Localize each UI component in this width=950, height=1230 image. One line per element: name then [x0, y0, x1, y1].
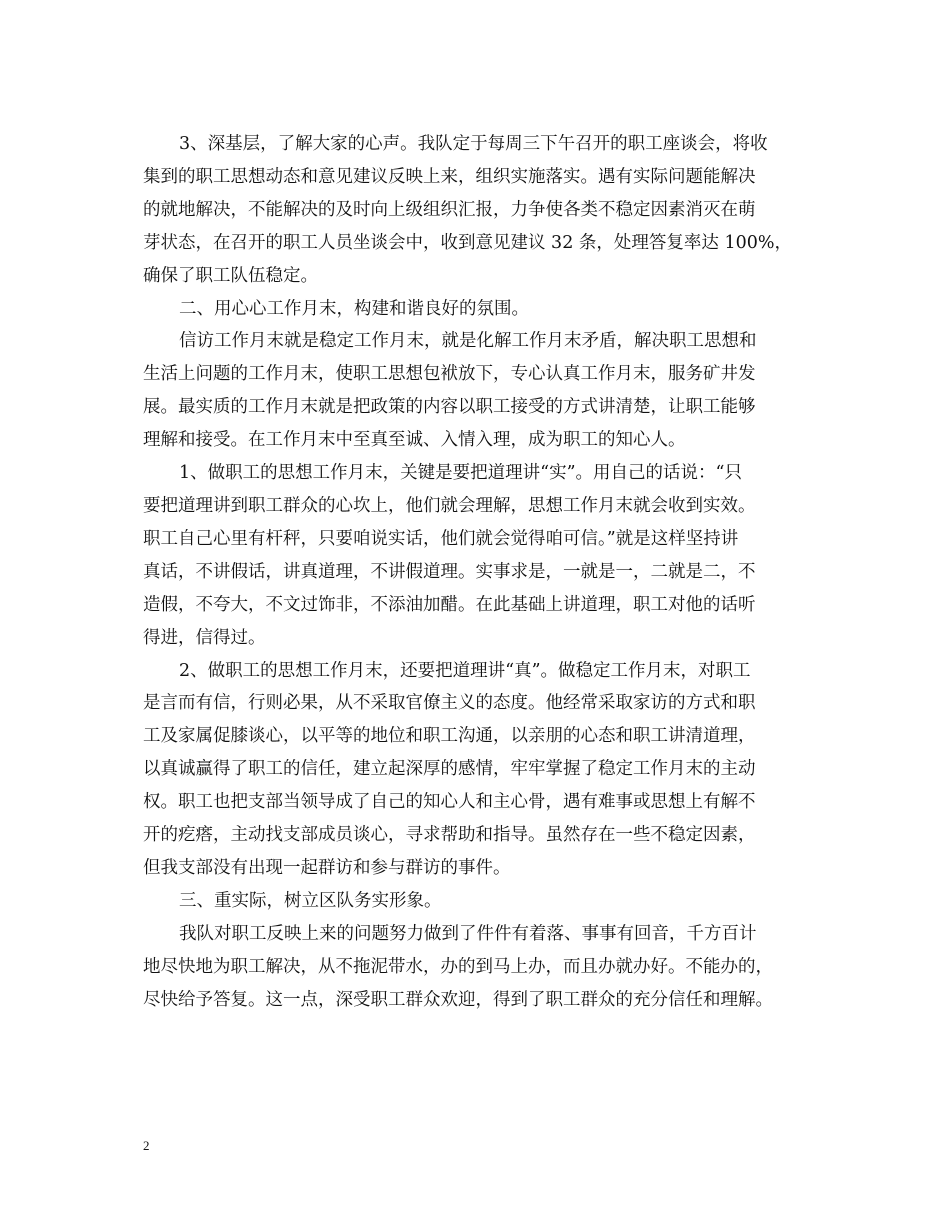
text-line: 展。最实质的工作月末就是把政策的内容以职工接受的方式讲清楚，让职工能够 [143, 397, 756, 418]
text-line: 权。职工也把支部当领导成了自己的知心人和主心骨，遇有难事或思想上有解不 [143, 792, 756, 813]
paragraph [143, 293, 808, 326]
document-body [143, 128, 808, 1016]
text-line: 3、深基层，了解大家的心声。我队定于每周三下午召开的职工座谈会，将收 [179, 134, 768, 154]
text-line: 生活上问题的工作月末，使职工思想包袱放下，专心认真工作月末，服务矿井发 [143, 364, 756, 385]
text-line: 尽快给予答复。这一点，深受职工群众欢迎，得到了职工群众的充分信任和理解。 [143, 989, 773, 1010]
text-line: 的就地解决，不能解决的及时向上级组织汇报，力争使各类不稳定因素消灭在萌 [143, 199, 756, 220]
text-line: 要把道理讲到职工群众的心坎上，他们就会理解，思想工作月末就会收到实效。 [143, 495, 756, 516]
paragraph [143, 655, 808, 885]
text-line: 真话，不讲假话，讲真道理，不讲假道理。实事求是，一就是一，二就是二，不 [143, 561, 756, 582]
text-line: 职工自己心里有杆秤，只要咱说实话，他们就会觉得咱可信。”就是这样坚持讲 [143, 528, 739, 549]
text-line: 芽状态，在召开的职工人员坐谈会中，收到意见建议 32 条，处理答复率达 100%， [143, 232, 792, 253]
text-line: 得进，信得过。 [143, 627, 266, 648]
text-line: 集到的职工思想动态和意见建议反映上来，组织实施落实。遇有实际问题能解决 [143, 166, 756, 187]
paragraph [143, 325, 808, 457]
paragraph [143, 918, 808, 1017]
paragraph [143, 457, 808, 654]
text-line: 三、重实际，树立区队务实形象。 [179, 890, 442, 911]
text-line: 地尽快地为职工解决，从不拖泥带水，办的到马上办，而且办就办好。不能办的， [143, 956, 773, 977]
text-line: 但我支部没有出现一起群访和参与群访的事件。 [143, 857, 511, 878]
text-line: 信访工作月末就是稳定工作月末，就是化解工作月末矛盾，解决职工思想和 [179, 331, 757, 352]
text-line: 造假，不夸大，不文过饰非，不添油加醋。在此基础上讲道理，职工对他的话听 [143, 594, 756, 615]
text-line: 开的疙瘩，主动找支部成员谈心，寻求帮助和指导。虽然存在一些不稳定因素， [143, 825, 756, 846]
paragraph [143, 885, 808, 918]
text-line: 以真诚赢得了职工的信任，建立起深厚的感情，牢牢掌握了稳定工作月末的主动 [143, 759, 756, 780]
text-line: 工及家属促膝谈心，以平等的地位和职工沟通，以亲朋的心态和职工讲清道理， [143, 726, 756, 747]
text-line: 1、做职工的思想工作月末，关键是要把道理讲“实”。用自己的话说：“只 [179, 463, 742, 484]
text-line: 我队对职工反映上来的问题努力做到了件件有着落、事事有回音，千方百计 [179, 923, 757, 944]
text-line: 确保了职工队伍稳定。 [143, 265, 318, 286]
paragraph [143, 128, 808, 293]
text-line: 二、用心心工作月末，构建和谐良好的氛围。 [179, 298, 529, 319]
text-line: 2、做职工的思想工作月末，还要把道理讲“真”。做稳定工作月末，对职工 [179, 660, 751, 681]
text-line: 理解和接受。在工作月末中至真至诚、入情入理，成为职工的知心人。 [143, 430, 686, 451]
text-line: 是言而有信，行则必果，从不采取官僚主义的态度。他经常采取家访的方式和职 [143, 693, 756, 714]
page-number: 2 [143, 1138, 150, 1153]
